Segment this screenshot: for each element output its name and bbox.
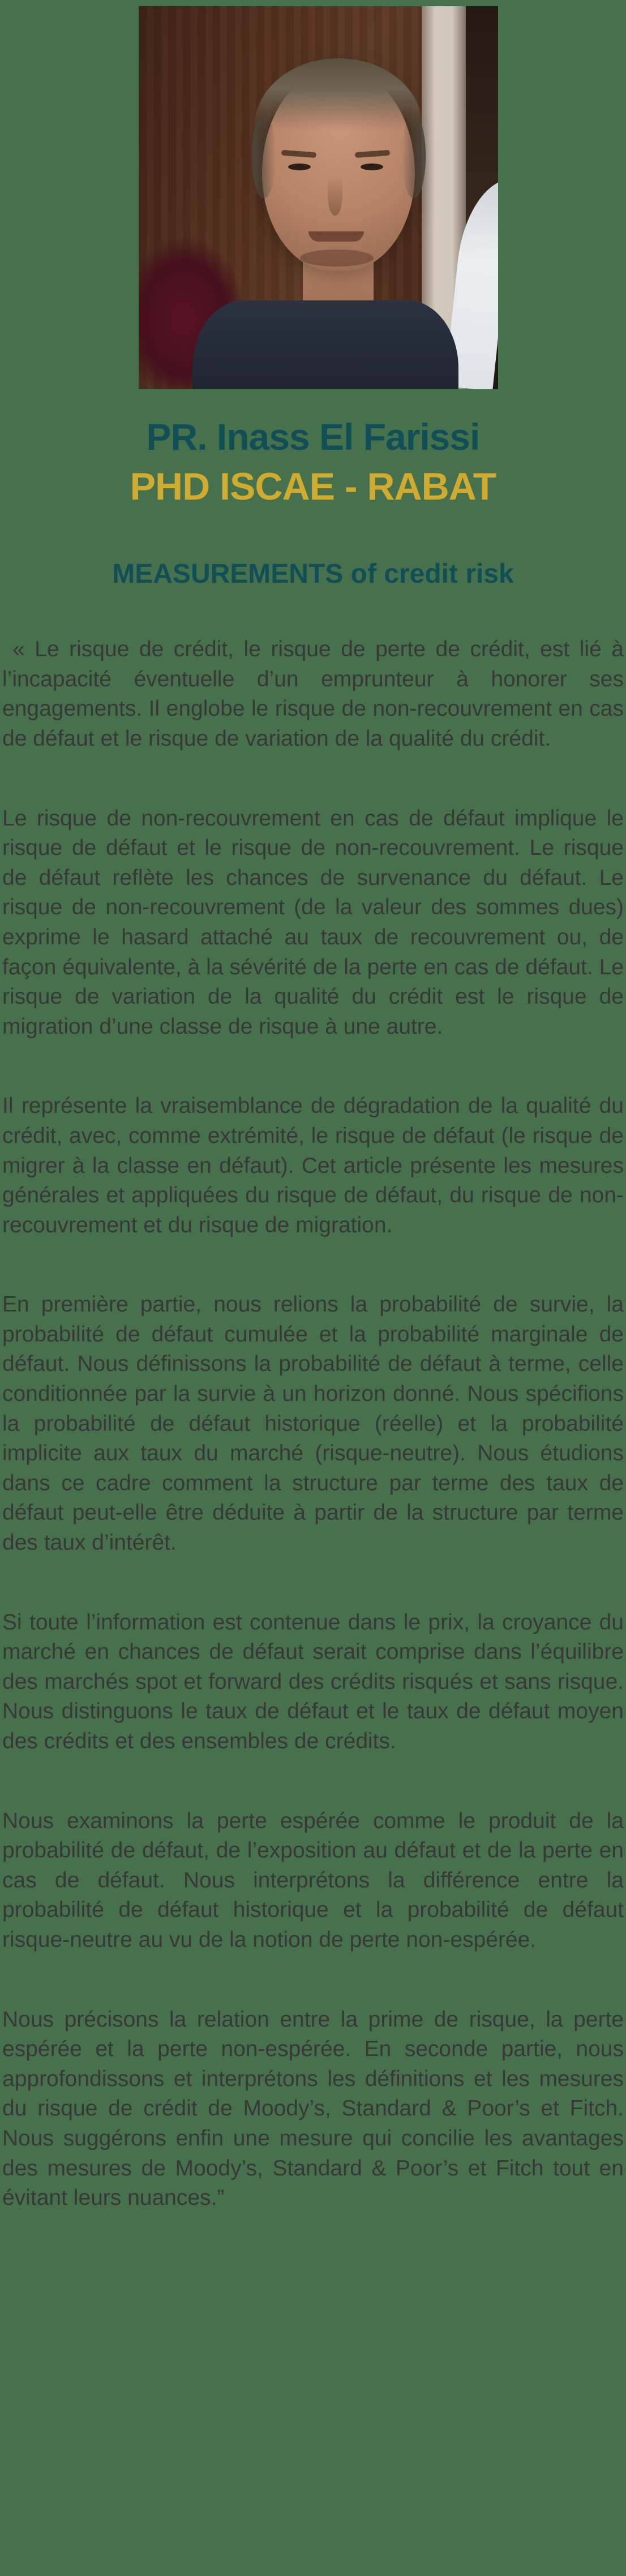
photo-hair-left bbox=[252, 114, 276, 199]
article-paragraph: Nous précisons la relation entre la prime de risque, la perte espérée et la perte non-espérée. En seconde partie, nous approfondissons et interprétons les définitions et les mesures du risque de crédit de Moody’s, Standard & Poor’s et Fitch. Nous suggérons enfin une mesure qui concilie les avantages des mesures de Moody’s, Standard & Poor’s et Fitch tout en évitant leurs nuances.” bbox=[2, 2007, 624, 2211]
article-paragraph: En première partie, nous relions la probabilité de survie, la probabilité de défaut cumulée et la probabilité marginale de défaut. Nous définissons la probabilité de défaut à terme, celle conditionnée par la survie à un horizon donné. Nous spécifions la probabilité de défaut historique (réelle) et la probabilité implicite aux taux du marché (risque-neutre). Nous étudions dans ce cadre comment la structure par terme des taux de défaut peut-elle être déduite à partir de la structure par terme des taux d’intérêt. bbox=[2, 1292, 624, 1555]
professor-name: PR. Inass El Farissi bbox=[146, 416, 480, 458]
article-paragraph: Nous examinons la perte espérée comme le produit de la probabilité de défaut, de l’exposition au défaut et de la perte en cas de défaut. Nous interprétons la différence entre la probabilité de défaut historique et la probabilité de défaut risque-neutre au vu de la notion de perte non-espérée. bbox=[2, 1808, 624, 1952]
article-paragraph: Si toute l’information est contenue dans le prix, la croyance du marché en chances de défaut serait comprise dans l’équilibre des marchés spot et forward des crédits risqués et sans risque. Nous distinguons le taux de défaut et le taux de défaut moyen des crédits et des ensembles de crédits. bbox=[2, 1610, 624, 1753]
photo-nose bbox=[328, 176, 342, 216]
photo-shirt bbox=[192, 300, 458, 389]
professor-title: PHD ISCAE - RABAT bbox=[130, 465, 496, 508]
article-body bbox=[0, 635, 626, 2213]
page bbox=[0, 6, 626, 2576]
photo-mouth bbox=[308, 231, 364, 242]
photo-hair-right bbox=[402, 114, 426, 199]
article-paragraph: « Le risque de crédit, le risque de perte de crédit, est lié à l’incapacité éventuelle d’un emprunteur à honorer ses engagements. Il englobe le risque de non-recouvrement en cas de défaut et le risque de variation de la qualité du crédit. bbox=[2, 637, 624, 751]
photo-eye-left bbox=[288, 164, 311, 170]
article-heading: MEASUREMENTS of credit risk bbox=[112, 559, 514, 590]
photo-chin-shadow bbox=[300, 250, 374, 266]
article-paragraph: Le risque de non-recouvrement en cas de défaut implique le risque de défaut et le risque de non-recouvrement. Le risque de défaut reflète les chances de survenance du défaut. Le risque de non-recouvrement (de la valeur des sommes dues) exprime le hasard attaché au taux de recouvrement ou, de façon équivalente, à la sévérité de la perte en cas de défaut. Le risque de variation de la qualité du crédit est le risque de migration d’une classe de risque à une autre. bbox=[2, 806, 624, 1039]
article-paragraph: Il représente la vraisemblance de dégradation de la qualité du crédit, avec, comme extrémité, le risque de défaut (le risque de migrer à la classe en défaut). Cet article présente les mesures générales et appliquées du risque de défaut, du risque de non-recouvrement et du risque de migration. bbox=[2, 1094, 624, 1237]
profile-photo bbox=[139, 6, 498, 389]
photo-eye-right bbox=[361, 164, 383, 170]
